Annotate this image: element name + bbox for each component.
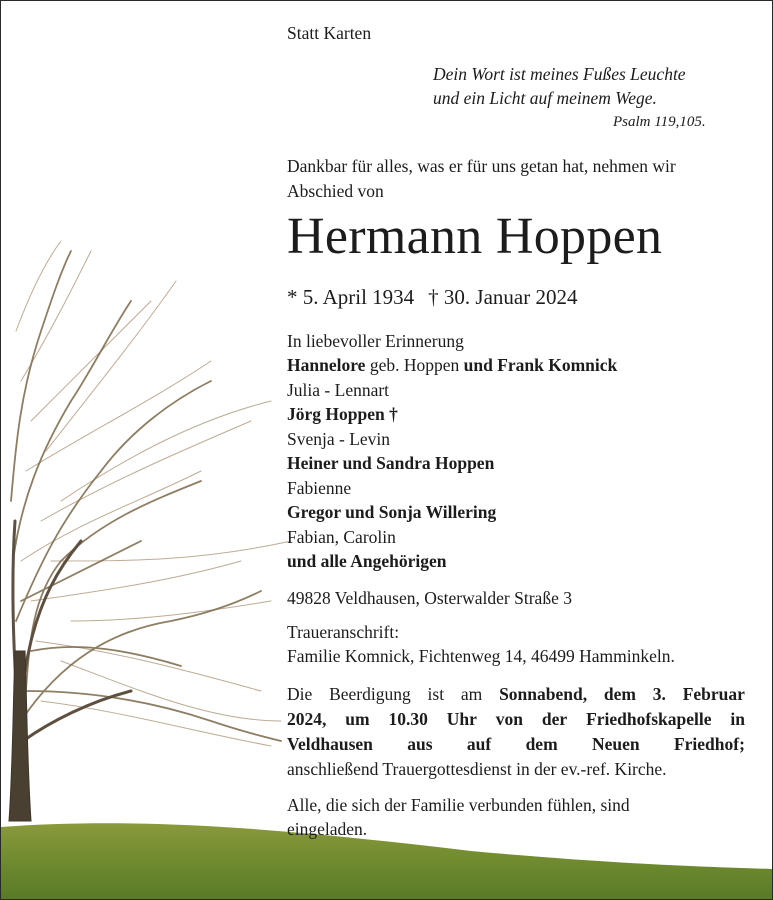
mourner-name-frank: und Frank Komnick bbox=[463, 355, 618, 375]
mourner-name-hannelore: Hannelore bbox=[287, 355, 366, 375]
funeral-word: Neuen bbox=[591, 734, 640, 754]
grandchildren-4: Fabian, Carolin bbox=[287, 527, 396, 547]
closing-line-2: eingeladen. bbox=[287, 819, 368, 839]
mourning-address-label: Traueranschrift: bbox=[287, 622, 400, 642]
funeral-word: 3. bbox=[652, 684, 666, 704]
statt-karten: Statt Karten bbox=[287, 23, 372, 43]
closing-line-1: Alle, die sich der Familie verbunden fühlen, sind bbox=[287, 795, 630, 815]
mourner-heiner: Heiner und Sandra Hoppen bbox=[287, 453, 495, 473]
intro-line-2: Abschied von bbox=[287, 181, 384, 201]
mourning-address-value: Familie Komnick, Fichtenweg 14, 46499 Hamminkeln. bbox=[287, 646, 675, 666]
birth-date: * 5. April 1934 bbox=[287, 285, 415, 309]
funeral-word: am bbox=[460, 684, 483, 704]
verse-line-2: und ein Licht auf meinem Wege. bbox=[433, 88, 657, 108]
funeral-word: der bbox=[541, 709, 568, 729]
death-date: † 30. Januar 2024 bbox=[428, 285, 578, 309]
funeral-word: Beerdigung bbox=[329, 684, 411, 704]
grass-hill bbox=[1, 823, 773, 900]
funeral-word: Friedhofskapelle bbox=[586, 709, 712, 729]
funeral-word: Uhr bbox=[446, 709, 477, 729]
funeral-word: 2024, bbox=[287, 709, 327, 729]
verse-reference: Psalm 119,105. bbox=[613, 114, 706, 130]
funeral-line-1 bbox=[287, 682, 745, 707]
funeral-line-4: anschließend Trauergottesdienst in der ev.-ref. Kirche. bbox=[287, 759, 667, 779]
mourner-gregor: Gregor und Sonja Willering bbox=[287, 502, 497, 522]
funeral-word: von bbox=[495, 709, 523, 729]
mourner-joerg: Jörg Hoppen † bbox=[287, 404, 398, 424]
funeral-word: Die bbox=[287, 684, 313, 704]
funeral-info bbox=[287, 682, 745, 782]
mourners-intro: In liebevoller Erinnerung bbox=[287, 331, 464, 351]
funeral-line-2 bbox=[287, 707, 745, 732]
life-dates bbox=[287, 283, 577, 311]
grandchildren-2: Svenja - Levin bbox=[287, 429, 391, 449]
funeral-word: auf bbox=[466, 734, 492, 754]
intro-line-1: Dankbar für alles, was er für uns getan hat, nehmen wir bbox=[287, 156, 676, 176]
funeral-word: in bbox=[730, 709, 745, 729]
mourner-hannelore bbox=[287, 353, 617, 378]
funeral-word: ist bbox=[427, 684, 445, 704]
grandchildren-3: Fabienne bbox=[287, 478, 352, 498]
grandchildren-1: Julia - Lennart bbox=[287, 380, 390, 400]
deceased-name: Hermann Hoppen bbox=[287, 208, 663, 265]
funeral-word: um bbox=[345, 709, 370, 729]
funeral-word: Februar bbox=[682, 684, 745, 704]
mourners-all: und alle Angehörigen bbox=[287, 551, 447, 571]
funeral-word: 10.30 bbox=[388, 709, 428, 729]
funeral-word: Sonnabend, bbox=[499, 684, 588, 704]
funeral-word: Friedhof; bbox=[673, 734, 745, 754]
funeral-word: dem bbox=[525, 734, 558, 754]
funeral-word: aus bbox=[407, 734, 433, 754]
funeral-word: dem bbox=[603, 684, 636, 704]
funeral-word: Veldhausen bbox=[287, 734, 373, 754]
tree-canopy bbox=[9, 241, 291, 821]
residence-address: 49828 Veldhausen, Osterwalder Straße 3 bbox=[287, 588, 572, 608]
funeral-line-3 bbox=[287, 732, 745, 757]
verse-line-1: Dein Wort ist meines Fußes Leuchte bbox=[433, 64, 686, 84]
mourner-born-name: geb. Hoppen bbox=[365, 355, 464, 375]
